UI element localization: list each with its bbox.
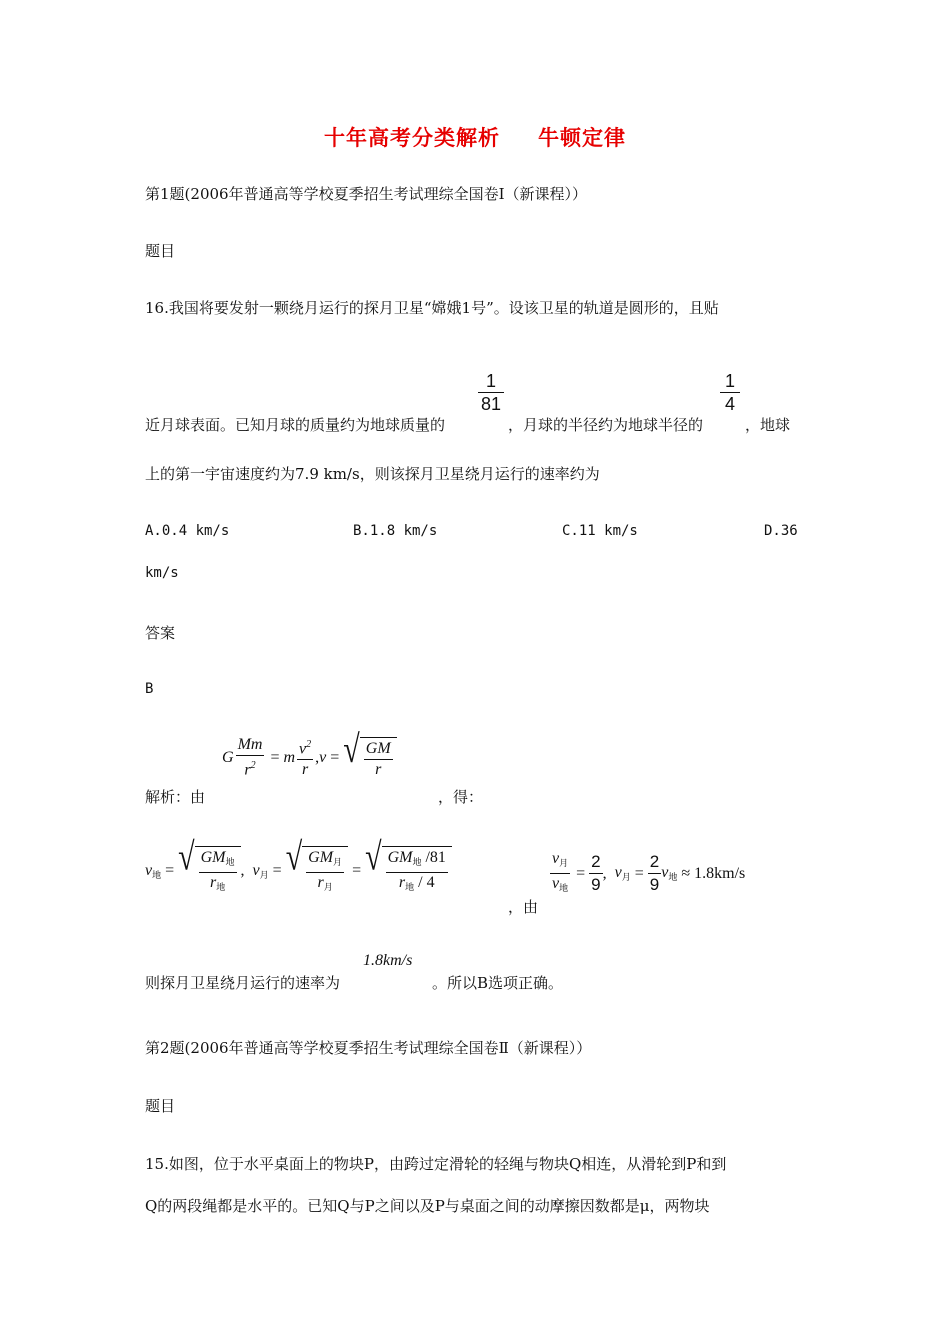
title-topic: 牛顿定律 [538,126,626,150]
page-title [0,122,950,152]
q1-answer-label: 答案 [145,624,176,642]
option-d-unit: km/s [145,565,179,581]
subscript-moon: 月 [333,857,343,867]
subscript-moon: 月 [621,872,631,882]
fraction-radius-ratio [720,370,740,415]
q2-text-line2: Q的两段绳都是水平的。已知Q与P之间以及P与桌面之间的动摩擦因数都是μ，两物块 [145,1197,710,1215]
conclusion-value: 1.8km/s [363,952,413,969]
analysis-get: ，得： [438,788,484,806]
fraction-numerator: 1 [724,371,735,391]
q2-question-label: 题目 [145,1097,176,1115]
q1-header: 第1题(2006年普通高等学校夏季招生考试理综全国卷Ⅰ（新课程）） [145,185,587,203]
conclusion-b: 。所以B选项正确。 [432,974,564,992]
option-b: B.1.8 km/s [353,523,438,539]
q1-answer-value: B [145,681,154,697]
q1-text-line2a: 近月球表面。已知月球的质量约为地球质量的 [145,416,446,434]
title-main: 十年高考分类解析 [324,126,500,150]
approx-result: ≈ 1.8km/s [681,864,746,882]
conclusion-a: 则探月卫星绕月运行的速率为 [145,974,341,992]
ratio-denominator: 9 [649,875,660,894]
subscript-earth: 地 [225,857,235,867]
formula-ratio: $\frac{v_月}{v_地}$ = $\frac{2}{9}$ , $v_月$ = $\frac{2}{9}$ $v_地$ ≈ 1.8km/s [552,850,746,894]
fraction-denominator: 4 [724,394,735,414]
fraction-mass-ratio [478,370,504,415]
subscript-earth: 地 [559,883,569,893]
fraction-numerator: 1 [485,371,496,391]
q1-text-line3: 上的第一宇宙速度约为7.9 km/s，则该探月卫星绕月运行的速率约为 [145,465,600,483]
ratio-denominator: 9 [591,875,601,894]
q2-header: 第2题(2006年普通高等学校夏季招生考试理综全国卷Ⅱ（新课程）） [145,1039,592,1057]
subscript-earth: 地 [152,869,162,880]
subscript-moon: 月 [323,882,333,892]
formula-gravity: G $\frac{Mm}{r^2}$ = m $\frac{v^2}{r}$ , v = √ $\frac{GM}{r}$ [222,736,397,779]
subscript-earth: 地 [405,882,415,892]
q1-question-label: 题目 [145,242,176,260]
option-c: C.11 km/s [562,523,638,539]
subscript-earth: 地 [216,882,226,892]
q1-text-line2c: ，地球 [745,416,791,434]
formula-velocity: $v_地$ = √ $\frac{GM_地}{r_地}$ , $v_月$ = √ $\frac{GM_月}{r_月}$ = √ $\frac{GM_地 /81}{r_地 / 4}$ [145,846,452,896]
analysis-by: ，由 [508,898,539,916]
q1-text-line1: 16.我国将要发射一颗绕月运行的探月卫星“嫦娥1号”。设该卫星的轨道是圆形的，且贴 [145,299,719,317]
subscript-moon: 月 [259,869,269,880]
ratio-numerator: 2 [648,851,661,874]
subscript-earth: 地 [412,857,422,867]
q1-text-line2b: ，月球的半径约为地球半径的 [508,416,704,434]
q2-text-line1: 15.如图，位于水平桌面上的物块P，由跨过定滑轮的轻绳与物块Q相连，从滑轮到P和到 [145,1155,727,1173]
subscript-moon: 月 [559,858,569,868]
analysis-prefix: 解析：由 [145,788,206,806]
option-a: A.0.4 km/s [145,523,230,539]
subscript-earth: 地 [668,872,678,882]
fraction-denominator: 81 [480,394,502,414]
ratio-numerator: 2 [589,851,602,874]
option-d: D.36 [764,523,798,539]
